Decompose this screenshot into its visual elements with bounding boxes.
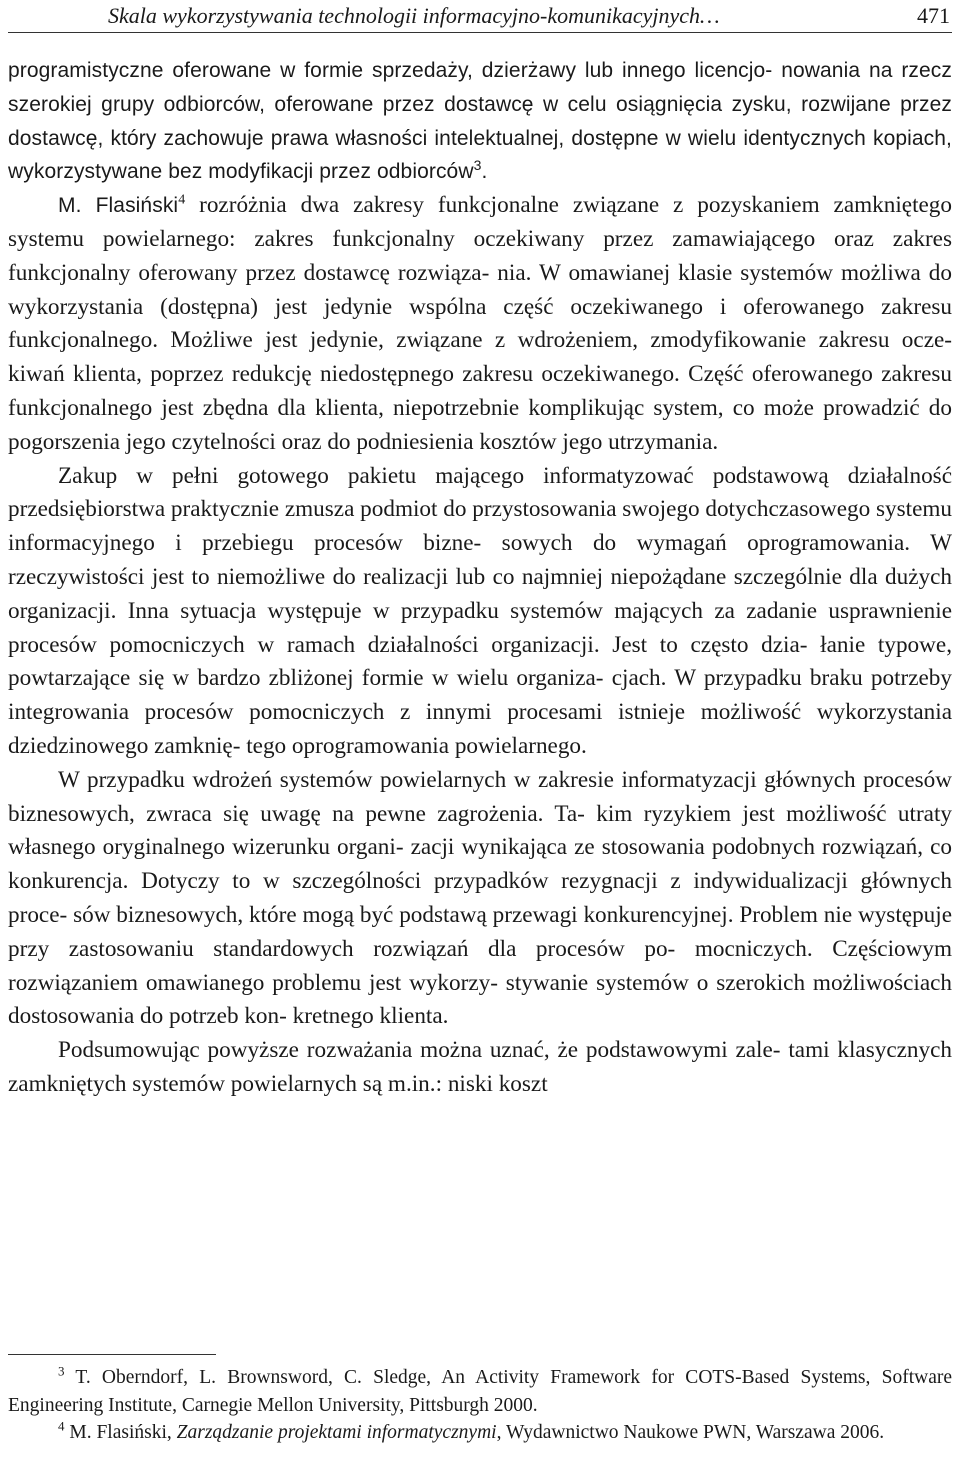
paragraph-5: Podsumowując powyższe rozważania można uznać, że podstawowymi zale- tami klasycznych zamkniętych systemów powielarnych są m.in.: niski koszt xyxy=(8,1037,952,1097)
paragraph-4: W przypadku wdrożeń systemów powielarnych w zakresie informatyzacji głównych procesów biznesowych, zwraca się uwagę na pewne zagrożenia. Ta- kim ryzykiem jest możliwość utraty własnego oryginalnego wizerunku organi- zacji wynikająca ze stosowania podobnych rozwiązań, co konkurencja. Dotyczy to w szczególności przypadków rezygnacji z indywidualizacji głównych proce- sów biznesowych, które mogą być podstawą przewagi konkurencyjnej. Problem nie występuje przy zastosowaniu standardowych rozwiązań dla procesów po- mocniczych. Częściowym rozwiązaniem omawianego problemu jest wykorzy- stywanie systemów o szerokich możliwościach dostosowania do potrzeb kon- kretnego klienta. xyxy=(8,766,952,1030)
footnote-4-text-b: , Wydawnictwo Naukowe PWN, Warszawa 2006. xyxy=(496,1422,885,1443)
footnote-ref-4[interactable]: 4 xyxy=(178,192,186,208)
paragraph-1 xyxy=(8,54,952,189)
paragraph-2 xyxy=(8,189,952,459)
footnote-ref-3[interactable]: 3 xyxy=(473,157,482,174)
body-text xyxy=(8,54,952,1102)
footnote-3 xyxy=(8,1364,952,1419)
footnote-mark-3: 3 xyxy=(58,1363,65,1379)
footnote-4-book-title: Zarządzanie projektami informatycznymi xyxy=(176,1422,497,1443)
page-number: 471 xyxy=(917,3,950,28)
footnotes xyxy=(8,1364,952,1447)
footnote-3-text: T. Oberndorf, L. Brownsword, C. Sledge, An Activity Framework for COTS-Based Systems, Software Engineering Institute, Carnegie Mellon University, Pittsburgh 2000. xyxy=(8,1367,952,1416)
running-title: Skala wykorzystywania technologii informacyjno-komunikacyjnych… xyxy=(108,3,720,28)
paragraph-3: Zakup w pełni gotowego pakietu mającego informatyzować podstawową działalność przedsiębiorstwa praktycznie zmusza podmiot do przystosowania swojego dotychczasowego systemu informacyjnego i przebiegu procesów bizne- sowych do wymagań oprogramowania. W rzeczywistości jest to niemożliwe do realizacji lub co najmniej niepożądane szczególnie dla dużych organizacji. Inna sytuacja występuje w przypadku systemów mających za zadanie usprawnienie procesów pomocniczych w ramach działalności organizacji. Jest to często dzia- łanie typowe, powtarzające się w bardzo zbliżonej formie w wielu organiza- cjach. W przypadku braku potrzeby integrowania procesów pomocniczych z innymi procesami istnieje możliwość wykorzystania dziedzinowego zamknię- tego oprogramowania powielarnego. xyxy=(8,462,952,759)
paragraph-2-author: M. Flasiński xyxy=(58,194,179,218)
paragraph-1-end: . xyxy=(481,160,488,184)
footnote-4 xyxy=(8,1419,952,1447)
running-header xyxy=(8,0,952,33)
paragraph-2-text: rozróżnia dwa zakresy funkcjonalne związane z pozyskaniem zamkniętego systemu powielarnego: zakres funkcjonalny oczekiwany przez zamawiającego oraz zakres funkcjonalny oferowany przez dostawcę rozwiąza- nia. W omawianej klasie systemów możliwa do wykorzystania (dostępna) jest jedynie wspólna część oczekiwanego i oferowanego zakresu funkcjonalnego. Możliwe jest jedynie, związane z wdrożeniem, zmodyfikowanie zakresu ocze- kiwań klienta, poprzez redukcję niedostępnego zakresu oczekiwanego. Część oferowanego zakresu funkcjonalnego jest zbędna dla klienta, niepotrzebnie komplikując system, co może prowadzić do pogorszenia jego czytelności oraz do podniesienia kosztów jego utrzymania. xyxy=(8,192,952,455)
footnote-divider xyxy=(8,1354,216,1355)
paragraph-1-text: programistyczne oferowane w formie sprzedaży, dzierżawy lub innego licencjo- nowania na rzecz szerokiej grupy odbiorców, oferowane przez dostawcę w celu osiągnięcia zysku, rozwijane przez dostawcę, który zachowuje prawa własności intelektualnej, dostępne w wielu identycznych kopiach, wykorzystywane bez modyfikacji przez odbiorców xyxy=(8,59,952,184)
footnote-mark-4: 4 xyxy=(58,1418,65,1434)
footnote-4-text-a: M. Flasiński, xyxy=(64,1422,177,1443)
